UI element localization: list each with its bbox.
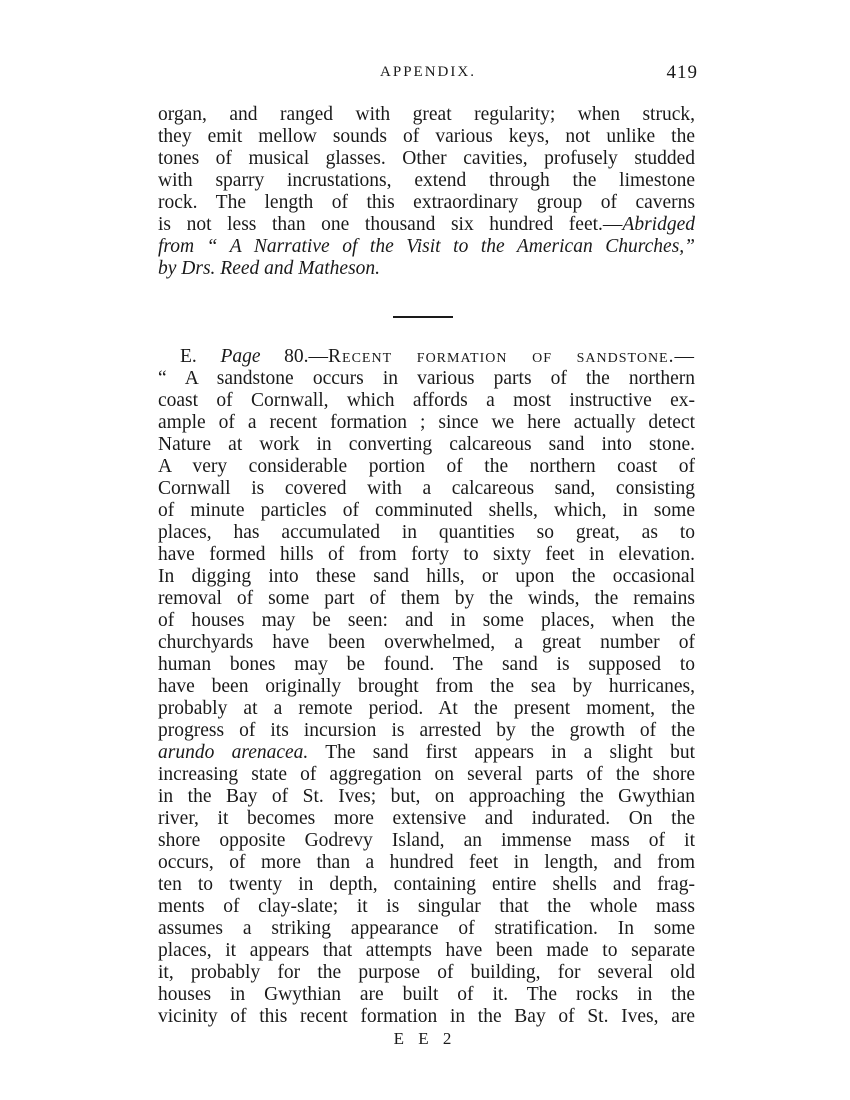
text-line: coast of Cornwall, which affords a most instructive ex- [158, 390, 695, 411]
text-line: probably at a remote period. At the present moment, the [158, 698, 695, 719]
text-line: Cornwall is covered with a calcareous sand, consisting [158, 478, 695, 499]
text-line: “ A sandstone occurs in various parts of the northern [158, 368, 695, 389]
text-line: A very considerable portion of the northern coast of [158, 456, 695, 477]
abridged-word: Abridged [622, 214, 695, 235]
section-divider [393, 316, 453, 318]
text-line: ample of a recent formation ; since we here actually detect [158, 412, 695, 433]
text-line: they emit mellow sounds of various keys, not unlike the [158, 126, 695, 147]
text-line: houses in Gwythian are built of it. The rocks in the [158, 984, 695, 1005]
text-line: of houses may be seen: and in some places, when the [158, 610, 695, 631]
text-line: organ, and ranged with great regularity; when struck, [158, 104, 695, 125]
text-line: ments of clay-slate; it is singular that the whole mass [158, 896, 695, 917]
text-line: have formed hills of from forty to sixty feet in elevation. [158, 544, 695, 565]
text-line [158, 742, 695, 764]
page-label: Page [220, 346, 261, 367]
text-line: ten to twenty in depth, containing entire shells and frag- [158, 874, 695, 895]
text-line: assumes a striking appearance of stratification. In some [158, 918, 695, 939]
text-fragment: The sand first appears in a slight but [308, 742, 696, 763]
text-line: it, probably for the purpose of building, for several old [158, 962, 695, 983]
text-line: churchyards have been overwhelmed, a great number of [158, 632, 695, 653]
text-fragment: is not less than one thousand six hundred feet.— [158, 214, 623, 235]
text-line: occurs, of more than a hundred feet in length, and from [158, 852, 695, 873]
source-citation: from “ A Narrative of the Visit to the American Churches,” [158, 236, 695, 257]
text-line: of minute particles of comminuted shells, which, in some [158, 500, 695, 521]
text-line: vicinity of this recent formation in the Bay of St. Ives, are [158, 1006, 695, 1027]
text-line: human bones may be found. The sand is supposed to [158, 654, 695, 675]
text-line: places, it appears that attempts have been made to separate [158, 940, 695, 961]
text-line: In digging into these sand hills, or upon the occasional [158, 566, 695, 587]
text-line [158, 214, 695, 236]
running-title: APPENDIX. [380, 64, 476, 80]
text-line: places, has accumulated in quantities so great, as to [158, 522, 695, 543]
text-line: with sparry incrustations, extend through the limestone [158, 170, 695, 191]
page-number: 419 [666, 62, 698, 83]
text-line: removal of some part of them by the winds, the remains [158, 588, 695, 609]
species-name: arundo arenacea. [158, 742, 309, 763]
section-heading-line [158, 346, 695, 368]
text-line: tones of musical glasses. Other cavities, profusely studded [158, 148, 695, 169]
text-line: increasing state of aggregation on several parts of the shore [158, 764, 695, 785]
source-authors: by Drs. Reed and Matheson. [158, 258, 381, 279]
text-line: river, it becomes more extensive and indurated. On the [158, 808, 695, 829]
text-line: progress of its incursion is arrested by the growth of the [158, 720, 695, 741]
signature-mark: E E 2 [393, 1029, 457, 1048]
text-line: shore opposite Godrevy Island, an immense mass of it [158, 830, 695, 851]
text-line: in the Bay of St. Ives; but, on approaching the Gwythian [158, 786, 695, 807]
running-head [158, 62, 698, 86]
note-letter: E. [180, 346, 197, 367]
paragraph-cave-description [158, 104, 695, 280]
text-line: have been originally brought from the sea by hurricanes, [158, 676, 695, 697]
section-heading: Recent formation of sandstone.— [328, 346, 695, 367]
page-ref: 80.— [284, 346, 329, 367]
text-line: rock. The length of this extraordinary group of caverns [158, 192, 695, 213]
paragraph-sandstone [158, 346, 695, 1028]
text-line: Nature at work in converting calcareous sand into stone. [158, 434, 695, 455]
